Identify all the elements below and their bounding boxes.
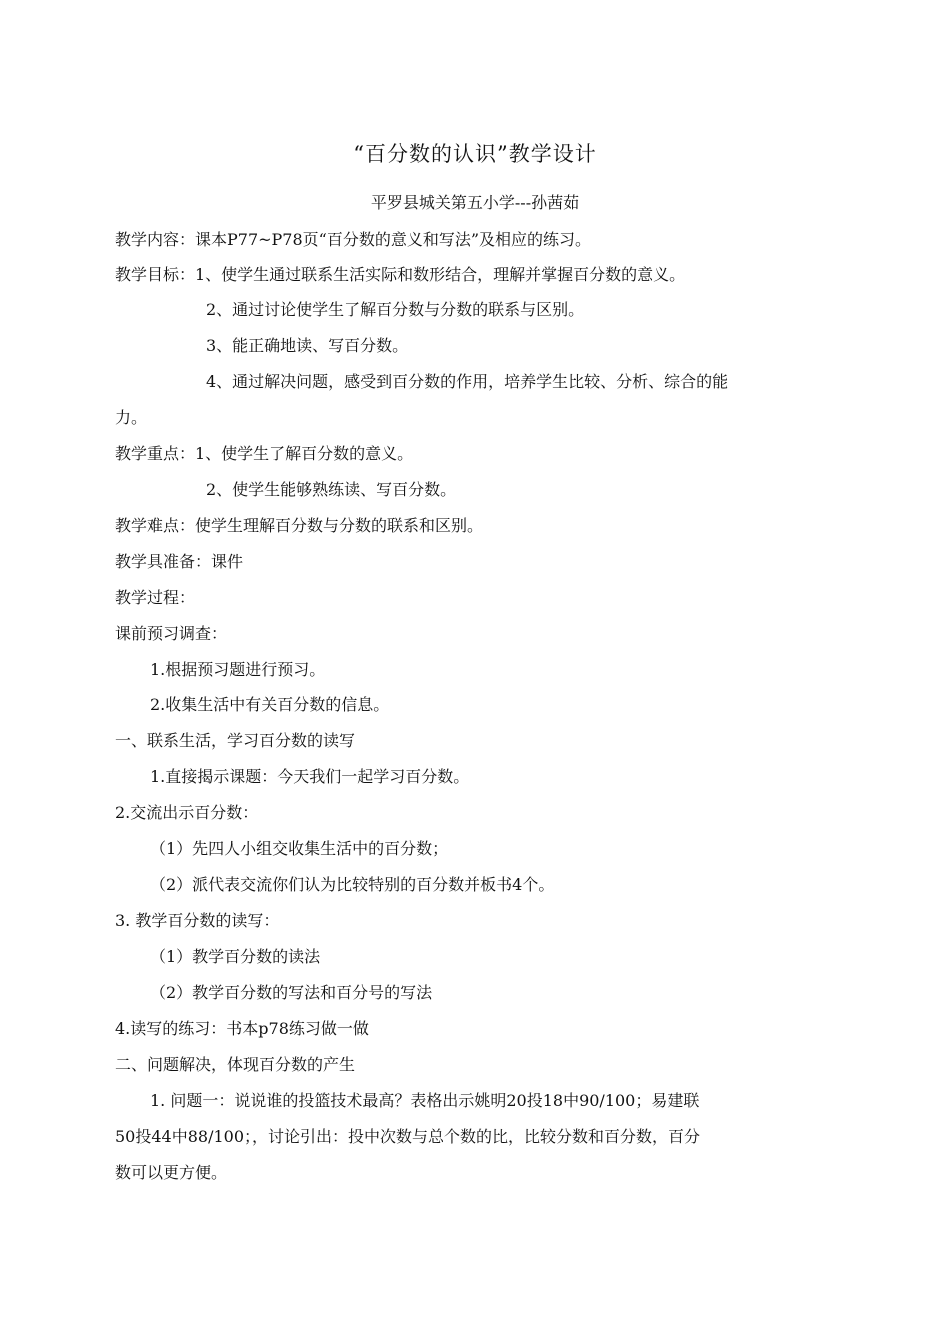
teaching-goal-4: 4、通过解决问题，感受到百分数的作用，培养学生比较、分析、综合的能: [206, 372, 729, 391]
teaching-content: 教学内容：课本P77~P78页“百分数的意义和写法”及相应的练习。: [115, 230, 592, 249]
teaching-focus-2: 2、使学生能够熟练读、写百分数。: [206, 480, 457, 499]
section-1-item-4: 4.读写的练习：书本p78练习做一做: [115, 1019, 369, 1038]
document-author: 平罗县城关第五小学---孙茜茹: [370, 193, 580, 212]
section-1-item-2: 2.交流出示百分数：: [115, 803, 259, 822]
section-1-item-2-sub-1: （1）先四人小组交收集生活中的百分数；: [150, 839, 449, 858]
section-1-item-2-sub-2: （2）派代表交流你们认为比较特别的百分数并板书4个。: [150, 875, 555, 894]
section-1-heading: 一、联系生活，学习百分数的读写: [115, 731, 356, 750]
preview-item-1: 1.根据预习题进行预习。: [150, 660, 326, 679]
section-2-item-1-cont: 50投44中88/100；，讨论引出：投中次数与总个数的比，比较分数和百分数，百分: [115, 1127, 701, 1146]
teaching-process-heading: 教学过程：: [115, 588, 196, 607]
section-1-item-3-sub-1: （1）教学百分数的读法: [150, 947, 321, 966]
teaching-goal-3: 3、能正确地读、写百分数。: [206, 336, 409, 355]
section-1-item-3-sub-2: （2）教学百分数的写法和百分号的写法: [150, 983, 433, 1002]
teaching-goal-4-cont: 力。: [115, 408, 148, 427]
teaching-goal-1: 教学目标：1、使学生通过联系生活实际和数形结合，理解并掌握百分数的意义。: [115, 265, 686, 284]
teaching-difficulty: 教学难点：使学生理解百分数与分数的联系和区别。: [115, 516, 484, 535]
document-title: “百分数的认识”教学设计: [353, 142, 597, 166]
section-2-item-1-cont-2: 数可以更方便。: [115, 1163, 228, 1182]
section-1-item-1: 1.直接揭示课题：今天我们一起学习百分数。: [150, 767, 470, 786]
preview-item-2: 2.收集生活中有关百分数的信息。: [150, 695, 390, 714]
teaching-materials: 教学具准备：课件: [115, 552, 244, 571]
preview-survey-heading: 课前预习调查：: [115, 624, 228, 643]
section-1-item-3: 3. 教学百分数的读写：: [115, 911, 280, 930]
teaching-goal-2: 2、通过讨论使学生了解百分数与分数的联系与区别。: [206, 300, 585, 319]
teaching-focus-1: 教学重点：1、使学生了解百分数的意义。: [115, 444, 414, 463]
section-2-heading: 二、问题解决，体现百分数的产生: [115, 1055, 356, 1074]
section-2-item-1: 1. 问题一：说说谁的投篮技术最高？表格出示姚明20投18中90/100；易建联: [150, 1091, 700, 1110]
